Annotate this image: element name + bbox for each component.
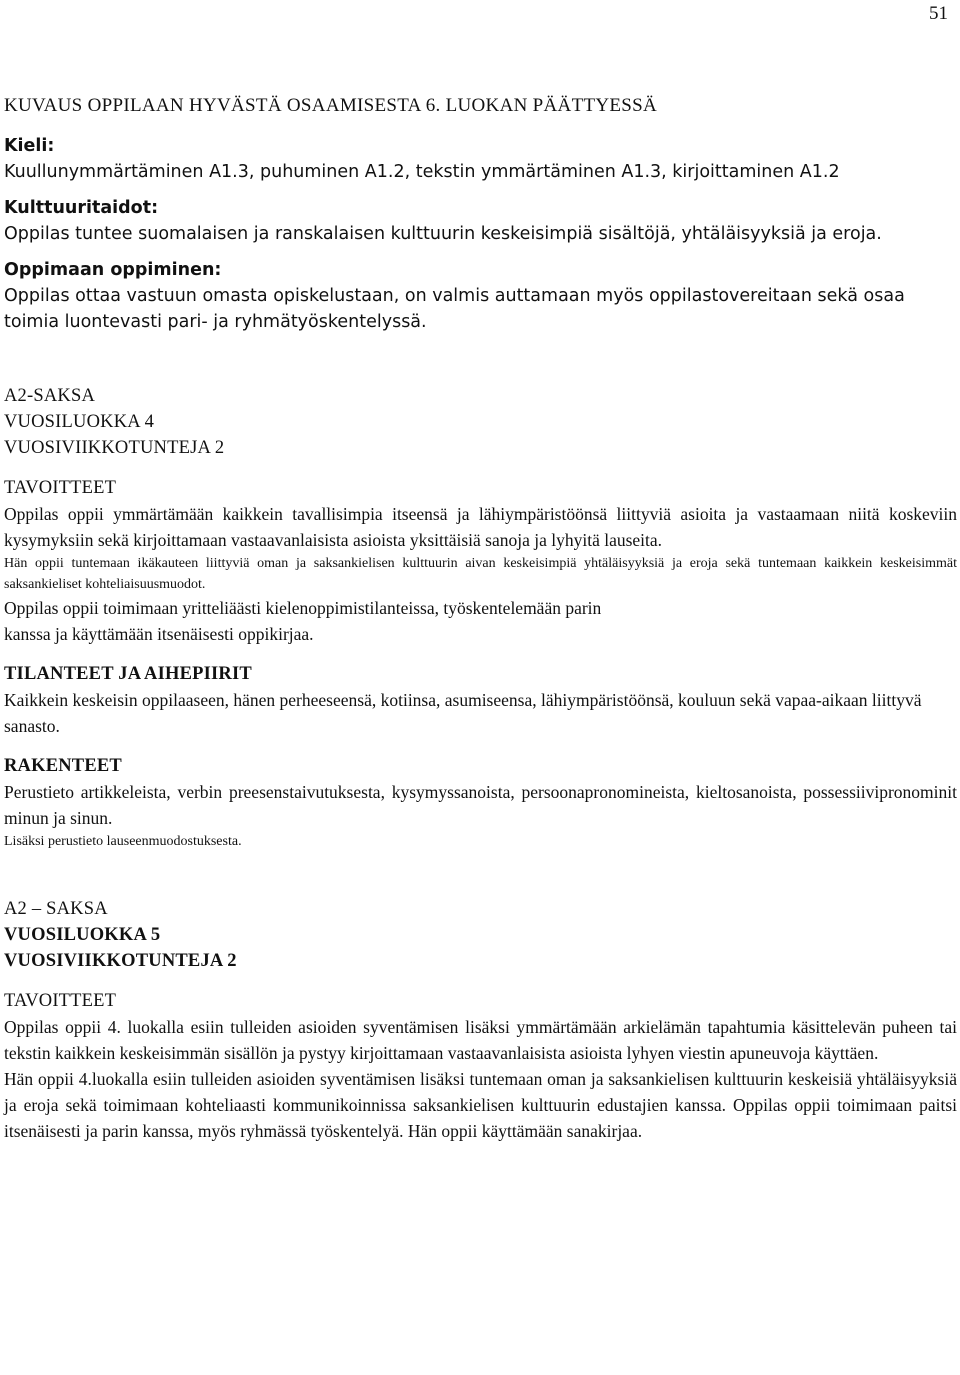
grade4-block bbox=[4, 383, 957, 852]
grade5-heading-subject: A2 – SAKSA bbox=[4, 899, 108, 919]
grade4-heading-hours: VUOSIVIIKKOTUNTEJA 2 bbox=[4, 438, 225, 458]
grade4-goals-paragraph-2: Hän oppii tuntemaan ikäkauteen liittyviä oman ja saksankielisen kulttuurin aivan keskeisimpiä yhtäläisyyksiä ja eroja sekä tuntemaan kaikkein keskeisimmät saksankieliset kohteliaisuusmuodot. bbox=[4, 556, 957, 592]
section-label-culture: Kulttuuritaidot: bbox=[4, 198, 159, 218]
grade4-structures-text: Perustieto artikkeleista, verbin preesenstaivutuksesta, kysymyssanoista, persoonapronomineista, kieltosanoista, possessiivipronominit minun ja sinun. bbox=[4, 782, 957, 828]
grade4-heading-grade: VUOSILUOKKA 4 bbox=[4, 412, 155, 432]
page-number: 51 bbox=[929, 3, 948, 24]
grade4-situations-heading: TILANTEET JA AIHEPIIRIT bbox=[4, 664, 252, 684]
section-learning bbox=[4, 257, 957, 335]
section-culture bbox=[4, 195, 957, 247]
section-text-language: Kuullunymmärtäminen A1.3, puhuminen A1.2, tekstin ymmärtäminen A1.3, kirjoittaminen A1.2 bbox=[4, 162, 840, 182]
grade5-heading-grade: VUOSILUOKKA 5 bbox=[4, 925, 161, 945]
grade5-goals-paragraph-1: Oppilas oppii 4. luokalla esiin tulleiden asioiden syventämisen lisäksi ymmärtämään arkielämän tapahtumia käsittelevän puheen tai tekstin kaikkein keskeisimmän sisällön ja pystyy kirjoittamaan vastaavanlaisista asioista lyhyen viestin apuneuvoja käyttäen. bbox=[4, 1017, 957, 1063]
grade4-goals-paragraph-3-line-2: kanssa ja käyttämään itsenäisesti oppikirjaa. bbox=[4, 624, 314, 644]
grade5-block bbox=[4, 896, 957, 1144]
grade5-goals-heading: TAVOITTEET bbox=[4, 991, 117, 1011]
section-text-culture: Oppilas tuntee suomalaisen ja ranskalaisen kulttuurin keskeisimpiä sisältöjä, yhtäläisyyksiä ja eroja. bbox=[4, 224, 882, 244]
page-title: KUVAUS OPPILAAN HYVÄSTÄ OSAAMISESTA 6. LUOKAN PÄÄTTYESSÄ bbox=[4, 95, 658, 116]
grade4-structures-note: Lisäksi perustieto lauseenmuodostuksesta. bbox=[4, 834, 242, 849]
section-label-learning: Oppimaan oppiminen: bbox=[4, 260, 222, 280]
section-language bbox=[4, 133, 957, 185]
grade4-goals-heading: TAVOITTEET bbox=[4, 478, 117, 498]
grade4-heading-subject: A2-SAKSA bbox=[4, 386, 96, 406]
section-text-learning: Oppilas ottaa vastuun omasta opiskelustaan, on valmis auttamaan myös oppilastovereitaan sekä osaa toimia luontevasti pari- ja ryhmätyöskentelyssä. bbox=[4, 286, 905, 332]
document-body bbox=[4, 93, 957, 1144]
grade5-heading-hours: VUOSIVIIKKOTUNTEJA 2 bbox=[4, 951, 237, 971]
grade4-situations-text: Kaikkein keskeisin oppilaaseen, hänen perheeseensä, kotiinsa, asumiseensa, lähiympäristöönsä, kouluun sekä vapaa-aikaan liittyvä sanasto. bbox=[4, 690, 922, 736]
grade5-goals-paragraph-2: Hän oppii 4.luokalla esiin tulleiden asioiden syventämisen lisäksi tuntemaan oman ja saksankielisen kulttuurin keskeisiä yhtäläisyyksiä ja eroja sekä toimimaan kohteliaasti kommunikoinnissa saksankielisen kulttuurin edustajien kanssa. Oppilas oppii toimimaan paitsi itsenäisesti ja parin kanssa, myös ryhmässä työskentelyä. Hän oppii käyttämään sanakirjaa. bbox=[4, 1069, 957, 1141]
grade4-goals-paragraph-3-line-1: Oppilas oppii toimimaan yritteliäästi kielenoppimistilanteissa, työskentelemään parin bbox=[4, 598, 602, 618]
section-label-language: Kieli: bbox=[4, 136, 55, 156]
grade4-goals-paragraph-1: Oppilas oppii ymmärtämään kaikkein tavallisimpia itseensä ja lähiympäristöönsä liittyviä asioita ja vastaamaan niitä koskeviin kysymyksiin sekä kirjoittamaan vastaavanlaisista asioista yksittäisiä sanoja ja lyhyitä lauseita. bbox=[4, 504, 957, 550]
grade4-structures-heading: RAKENTEET bbox=[4, 756, 122, 776]
